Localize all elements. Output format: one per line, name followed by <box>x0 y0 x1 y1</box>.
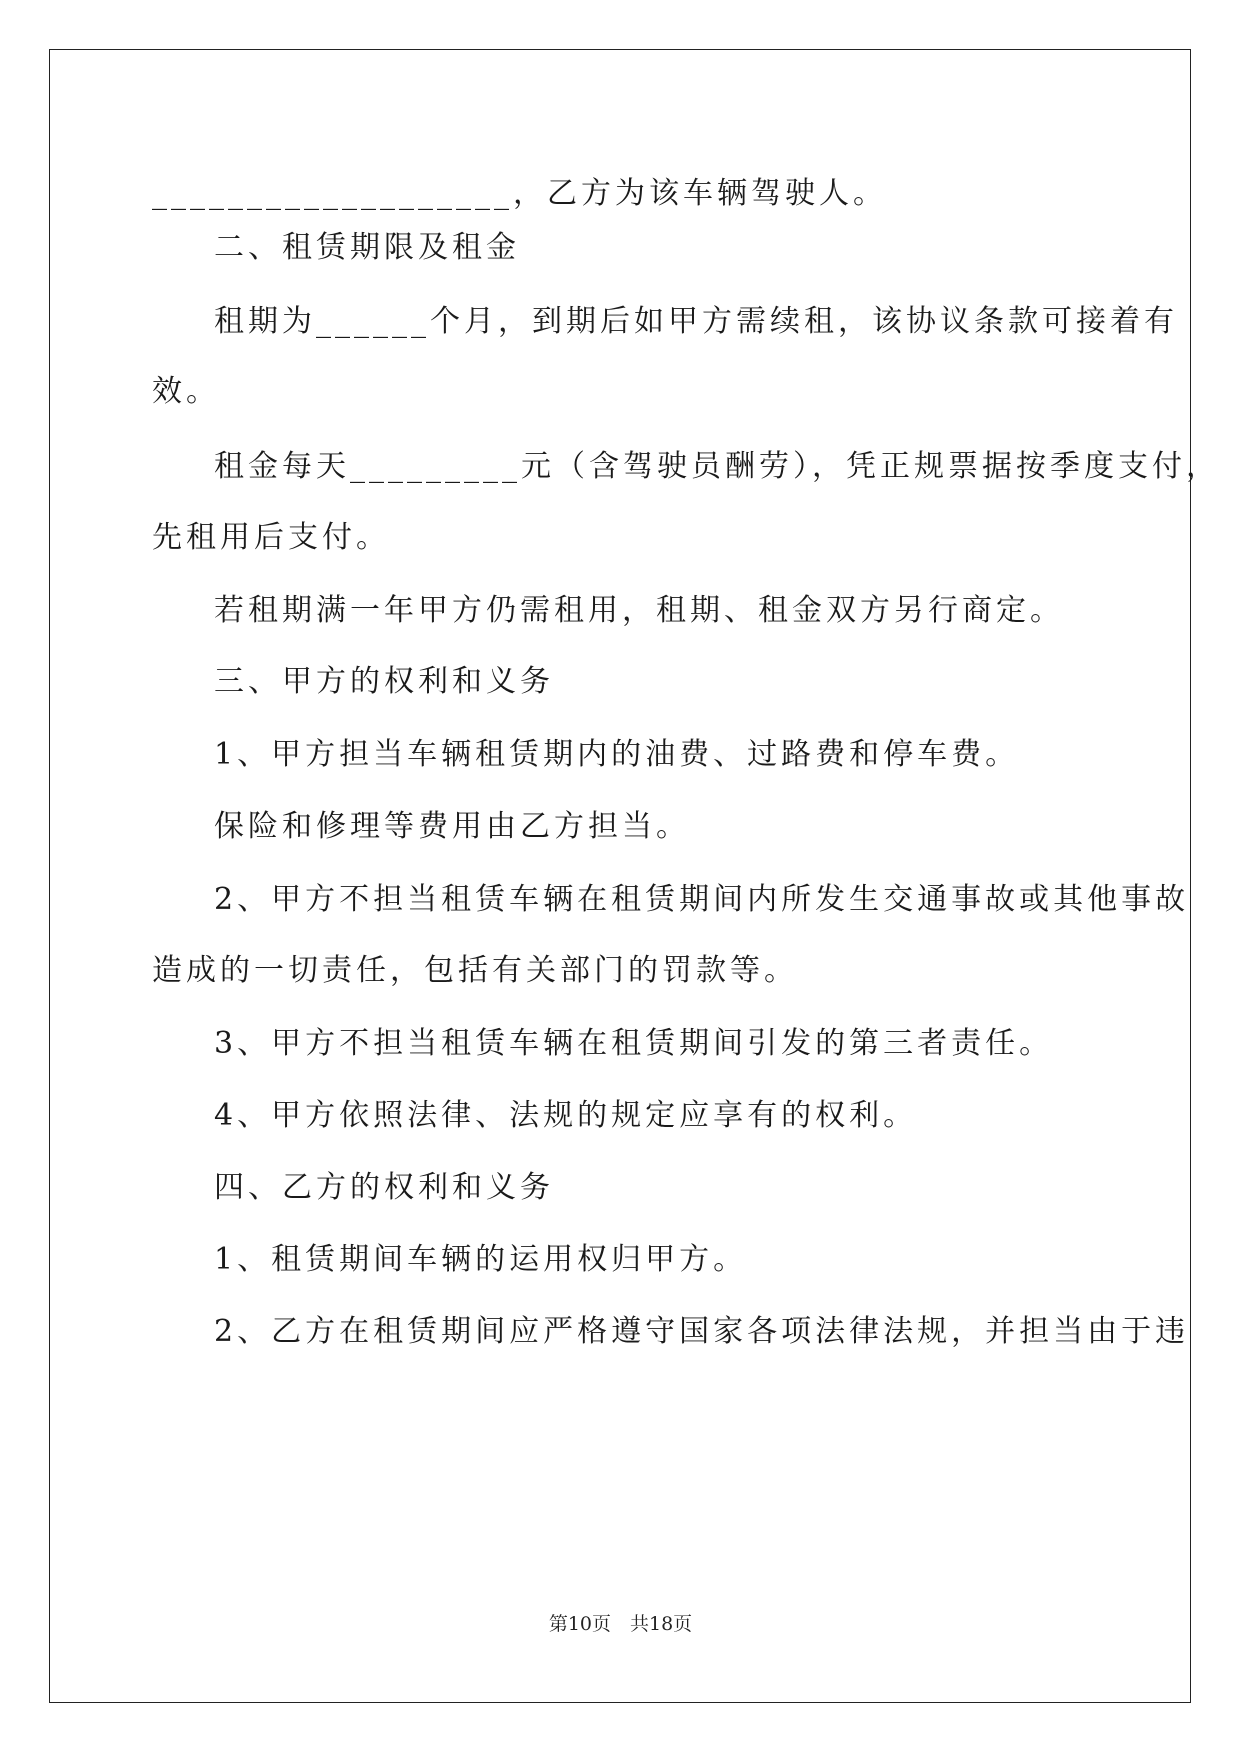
section-heading-2: 二、租赁期限及租金 <box>214 230 520 265</box>
text-line-17: 2、乙方在租赁期间应严格遵守国家各项法律法规，并担当由于违 <box>214 1314 1190 1349</box>
page-border <box>49 49 1191 1703</box>
text-line-14: 4、甲方依照法律、法规的规定应享有的权利。 <box>214 1098 918 1133</box>
text-line-5: 租金每天_________元（含驾驶员酬劳），凭正规票据按季度支付， <box>214 449 1220 484</box>
text-line-3: 租期为______个月，到期后如甲方需续租，该协议条款可接着有 <box>214 304 1178 339</box>
text-line-13: 3、甲方不担当租赁车辆在租赁期间引发的第三者责任。 <box>214 1026 1054 1061</box>
text-line-12: 造成的一切责任，包括有关部门的罚款等。 <box>152 953 798 988</box>
text-line-9: 1、甲方担当车辆租赁期内的油费、过路费和停车费。 <box>214 737 1020 772</box>
page-number: 第10页 共18页 <box>548 1613 693 1635</box>
text-line-10: 保险和修理等费用由乙方担当。 <box>214 809 690 844</box>
text-line-4: 效。 <box>152 374 220 409</box>
text-line-7: 若租期满一年甲方仍需租用，租期、租金双方另行商定。 <box>214 593 1064 628</box>
section-heading-4: 四、乙方的权利和义务 <box>214 1170 554 1205</box>
text-line-11: 2、甲方不担当租赁车辆在租赁期间内所发生交通事故或其他事故 <box>214 882 1190 917</box>
text-line-6: 先租用后支付。 <box>152 520 390 555</box>
text-line-1: ___________________，乙方为该车辆驾驶人。 <box>152 176 887 211</box>
text-line-16: 1、租赁期间车辆的运用权归甲方。 <box>214 1242 748 1277</box>
section-heading-3: 三、甲方的权利和义务 <box>214 664 554 699</box>
